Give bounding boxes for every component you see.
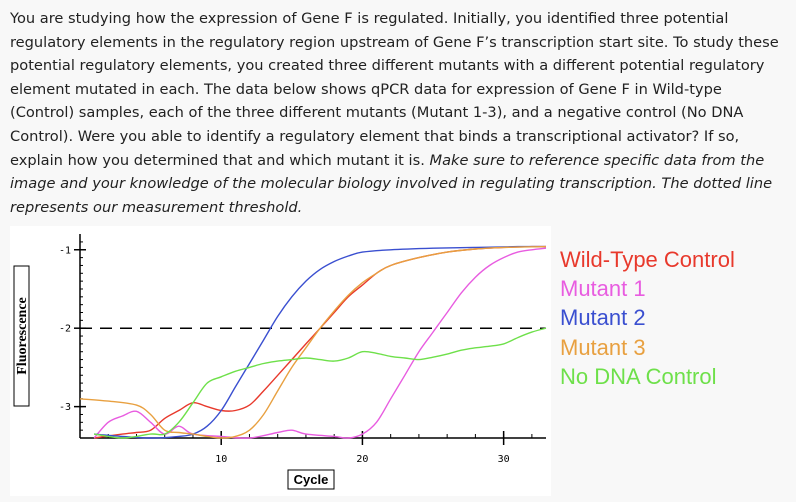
question-body: You are studying how the expression of Gene F is regulated. Initially, you identified three potential regulatory elements in the regulatory region upstream of Gene F’s transcription start site. To study these potential regulatory elements, you created three different mutants with a different potential regulatory element mutated in each. The data below shows qPCR data for expression of Gene F in Wild-type (Control) samples, each of the three different mutants (Mutant 1-3), and a negative control (No DNA Control). Were you able to identify a regulatory element that binds a transcriptional activator? If so, explain how you determined that and which mutant it is.	[10, 10, 779, 169]
legend-entry-2: Mutant 1	[560, 276, 646, 302]
y-tick-label: -2	[58, 323, 71, 335]
y-tick-label: -3	[58, 402, 71, 414]
legend-entry-5: No DNA Control	[560, 363, 717, 389]
y-tick-label: -1	[58, 245, 71, 257]
qpcr-chart	[10, 226, 551, 496]
x-axis-title	[288, 470, 334, 489]
question-text	[10, 7, 786, 219]
legend-entry-4: Mutant 3	[560, 334, 646, 360]
chart-series	[80, 247, 546, 439]
y-axis-title	[14, 266, 30, 406]
chart-axes	[59, 234, 546, 465]
question-emphasis: Make sure to reference specific data from the image and your knowledge of the molecular biology involved in regulating transcription. The dotted line represents our measurement threshold.	[10, 151, 773, 216]
x-tick-label: 30	[497, 454, 510, 465]
x-tick-label: 20	[356, 454, 369, 465]
x-tick-label: 10	[215, 454, 228, 465]
legend-entry-3: Mutant 2	[560, 305, 646, 331]
x-axis-title-text: Cycle	[293, 472, 329, 487]
legend-entry-1: Wild-Type Control	[560, 247, 735, 272]
chart-legend	[560, 245, 735, 391]
y-axis-title-text: Fluorescence	[15, 297, 30, 375]
series-line-2	[94, 248, 546, 438]
